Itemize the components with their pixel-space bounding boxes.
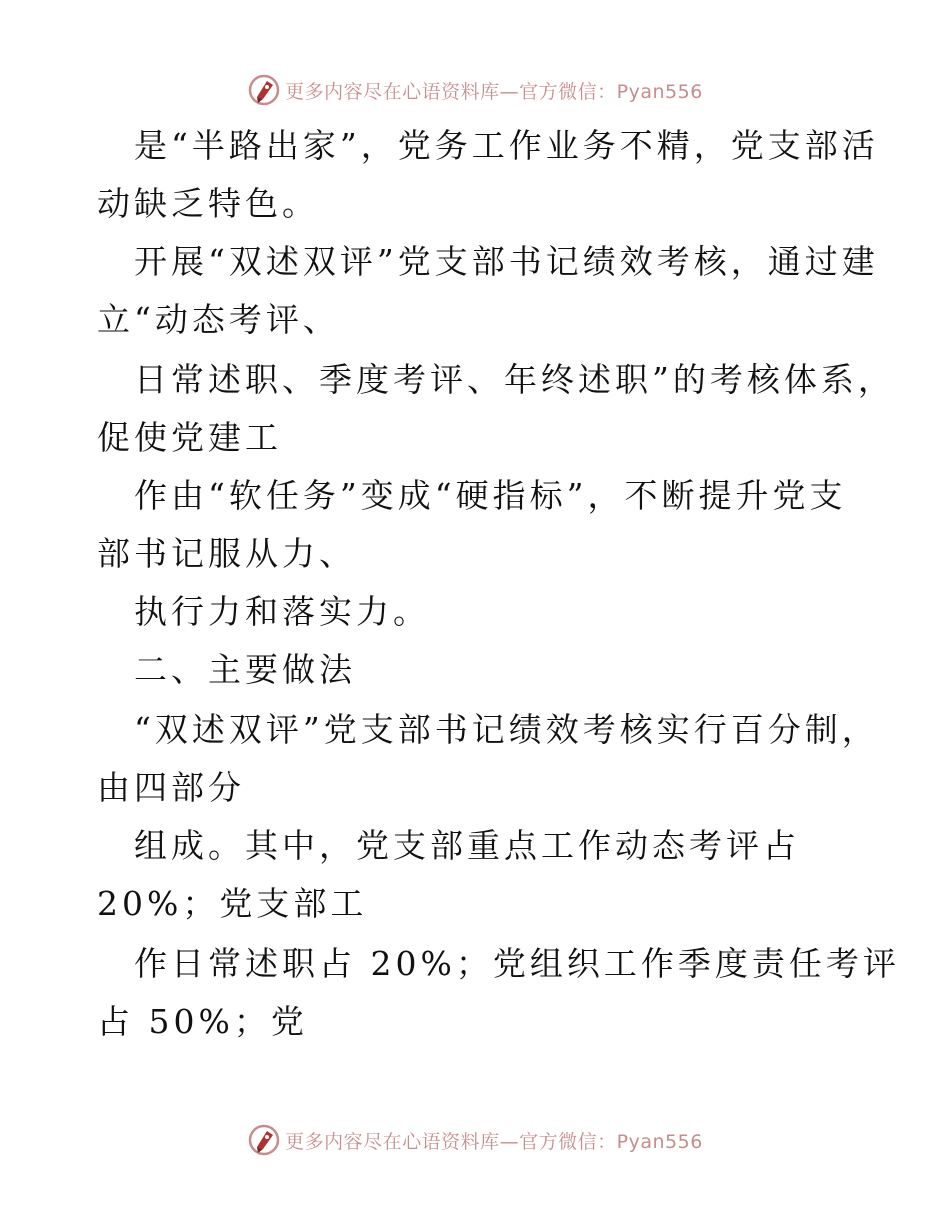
body-line: 日常述职、季度考评、年终述职”的考核体系， xyxy=(134,360,895,399)
body-line: 促使党建工 xyxy=(97,418,282,457)
footer-watermark xyxy=(0,1122,950,1158)
body-line: 占 50%；党 xyxy=(97,1002,308,1041)
section-heading: 二、主要做法 xyxy=(134,650,356,689)
footer-watermark-text: 更多内容尽在心语资料库—官方微信：Pyan556 xyxy=(285,1130,703,1153)
body-line: 20%；党支部工 xyxy=(97,884,368,923)
body-line: 执行力和落实力。 xyxy=(134,592,430,631)
body-line: 由四部分 xyxy=(97,768,245,807)
body-line: 立“动态考评、 xyxy=(97,300,340,339)
body-line: 开展“双述双评”党支部书记绩效考核，通过建 xyxy=(134,242,879,281)
body-line: 动缺乏特色。 xyxy=(97,184,319,223)
body-line: 是“半路出家”，党务工作业务不精，党支部活 xyxy=(134,126,879,165)
pen-nib-logo-icon xyxy=(247,1123,281,1157)
body-line: “双述双评”党支部书记绩效考核实行百分制， xyxy=(134,710,879,749)
body-line: 作日常述职占 20%；党组织工作季度责任考评 xyxy=(134,944,900,983)
body-line: 部书记服从力、 xyxy=(97,534,356,573)
header-watermark-text: 更多内容尽在心语资料库—官方微信：Pyan556 xyxy=(285,80,703,103)
body-line: 作由“软任务”变成“硬指标”，不断提升党支 xyxy=(134,476,847,515)
body-line: 组成。其中，党支部重点工作动态考评占 xyxy=(134,826,800,865)
